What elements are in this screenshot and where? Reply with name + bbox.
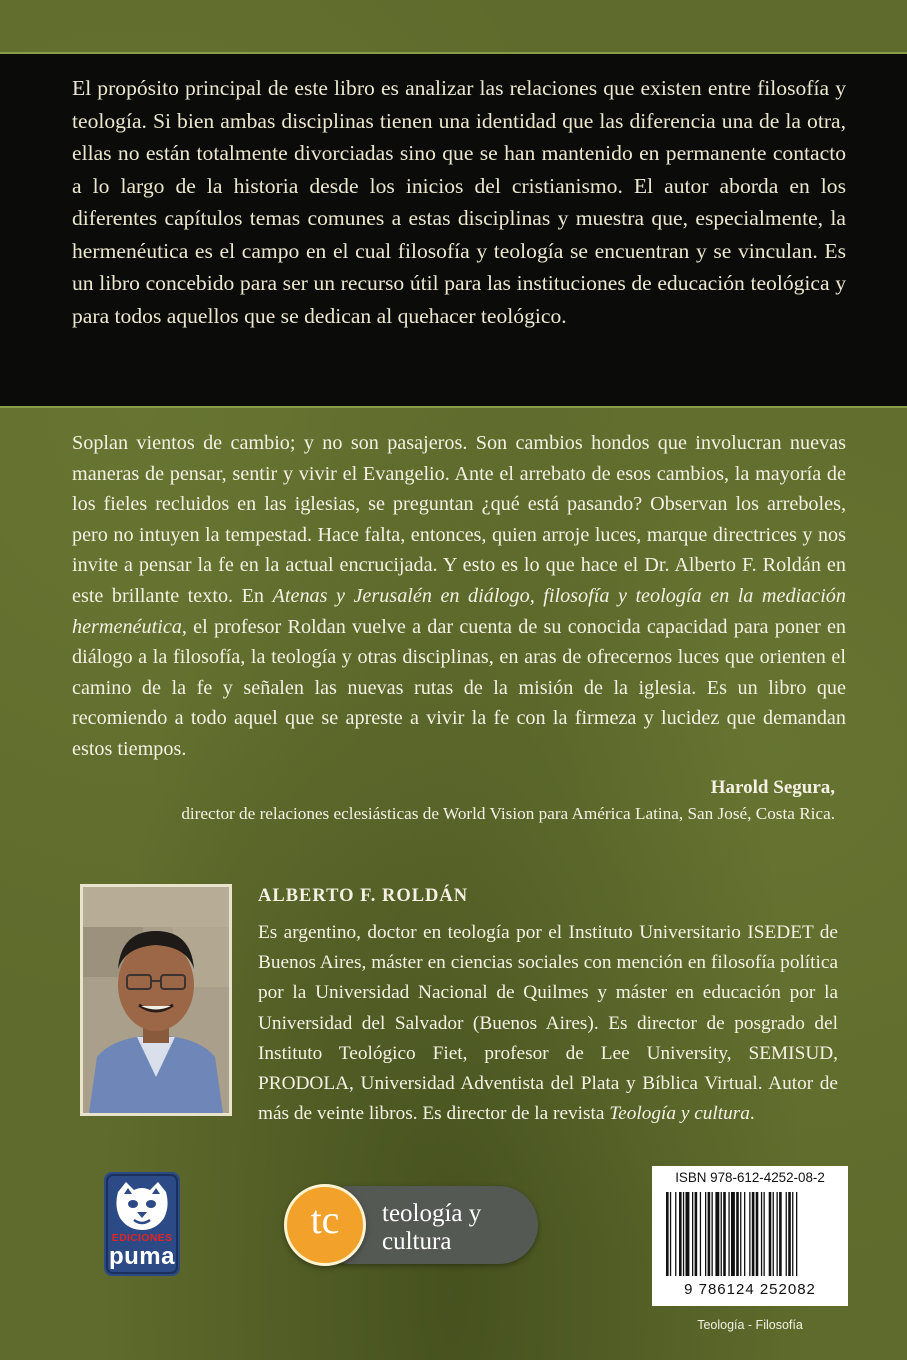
reviewer-name: Harold Segura, <box>710 777 835 798</box>
book-title: Atenas y Jerusalén en diálogo, filosofía y teología en la mediación hermenéutica <box>72 584 846 638</box>
author-name: ALBERTO F. ROLDÁN <box>258 886 469 906</box>
publisher-name-line1: EDICIONES <box>111 1232 173 1244</box>
endorsement-part-2: , el profesor Roldan vuelve a dar cuenta de su conocida capacidad para poner en diálogo a la filosofía, la teología y otras disciplinas, en aras de ofrecernos luces que orienten el camino de la fe y señalen las nuevas rutas de la misión de la iglesia. Es un libro que recomiendo a todo aquel que se apreste a vivir la fe con la firmeza y lucidez que demandan estos tiempos. <box>72 615 846 760</box>
series-title-line2: cultura <box>382 1228 452 1255</box>
magazine-title: Teología y cultura <box>609 1103 750 1125</box>
series-title-line1: teología y <box>382 1200 482 1227</box>
endorsement-part-1: Soplan vientos de cambio; y no son pasajeros. Son cambios hondos que involucran nuevas maneras de pensar, sentir y vivir el Evangelio. Ante el arrebato de esos cambios, la mayoría de los fieles recluidos en las iglesias, se preguntan ¿qué está pasando? Observan los arreboles, pero no intuyen la tempestad. Hace falta, entonces, quien arroje luces, marque directrices y nos invite a pensar la fe en la actual encrucijada. Y esto es lo que hace el Dr. Alberto F. Roldán en este brillante texto. En <box>72 432 846 607</box>
author-photo <box>80 884 232 1116</box>
barcode-icon <box>664 1192 838 1276</box>
author-bio-text: Es argentino, doctor en teología por el Instituto Universitario ISEDET de Buenos Aires, máster en ciencias sociales con mención en filosofía política por la Universidad Nacional de Quilmes y máster en educación por la Universidad del Salvador (Buenos Aires). Es director de posgrado del Instituto Teológico Fiet, profesor de Lee University, SEMISUD, PRODOLA, Universidad Adventista del Plata y Bíblica Virtual. Autor de más de veinte libros. Es director de la revista <box>258 922 838 1125</box>
top-ornament-strip <box>0 0 907 52</box>
barcode-digits: 9 786124 252082 <box>684 1281 816 1298</box>
author-bio-end: . <box>749 1103 755 1125</box>
blurb-band <box>0 52 907 408</box>
reviewer-role: director de relaciones eclesiásticas de World Vision para América Latina, San José, Costa Rica. <box>181 804 835 823</box>
publisher-name-line2: puma <box>108 1243 175 1270</box>
isbn-label: ISBN 978-612-4252-08-2 <box>675 1170 825 1185</box>
back-cover-blurb: El propósito principal de este libro es analizar las relaciones que existen entre filosofía y teología. Si bien ambas disciplinas tienen una identidad que las diferencia una de la otra, ellas no están totalmente divorciadas sino que se han mantenido en permanente contacto a lo largo de la historia desde los inicios del cristianismo. El autor aborda en los diferentes capítulos temas comunes a estas disciplinas y muestra que, especialmente, la hermenéutica es el campo en el cual filosofía y teología se encuentran y se vinculan. Es un libro concebido para ser un recurso útil para las instituciones de educación teológica y para todos aquellos que se dedican al quehacer teológico. <box>72 76 846 328</box>
endorsement-text <box>72 428 846 765</box>
series-initials: tc <box>310 1197 340 1242</box>
author-bio <box>258 918 838 1129</box>
author-portrait-icon <box>83 887 229 1113</box>
book-category: Teología - Filosofía <box>697 1318 803 1332</box>
